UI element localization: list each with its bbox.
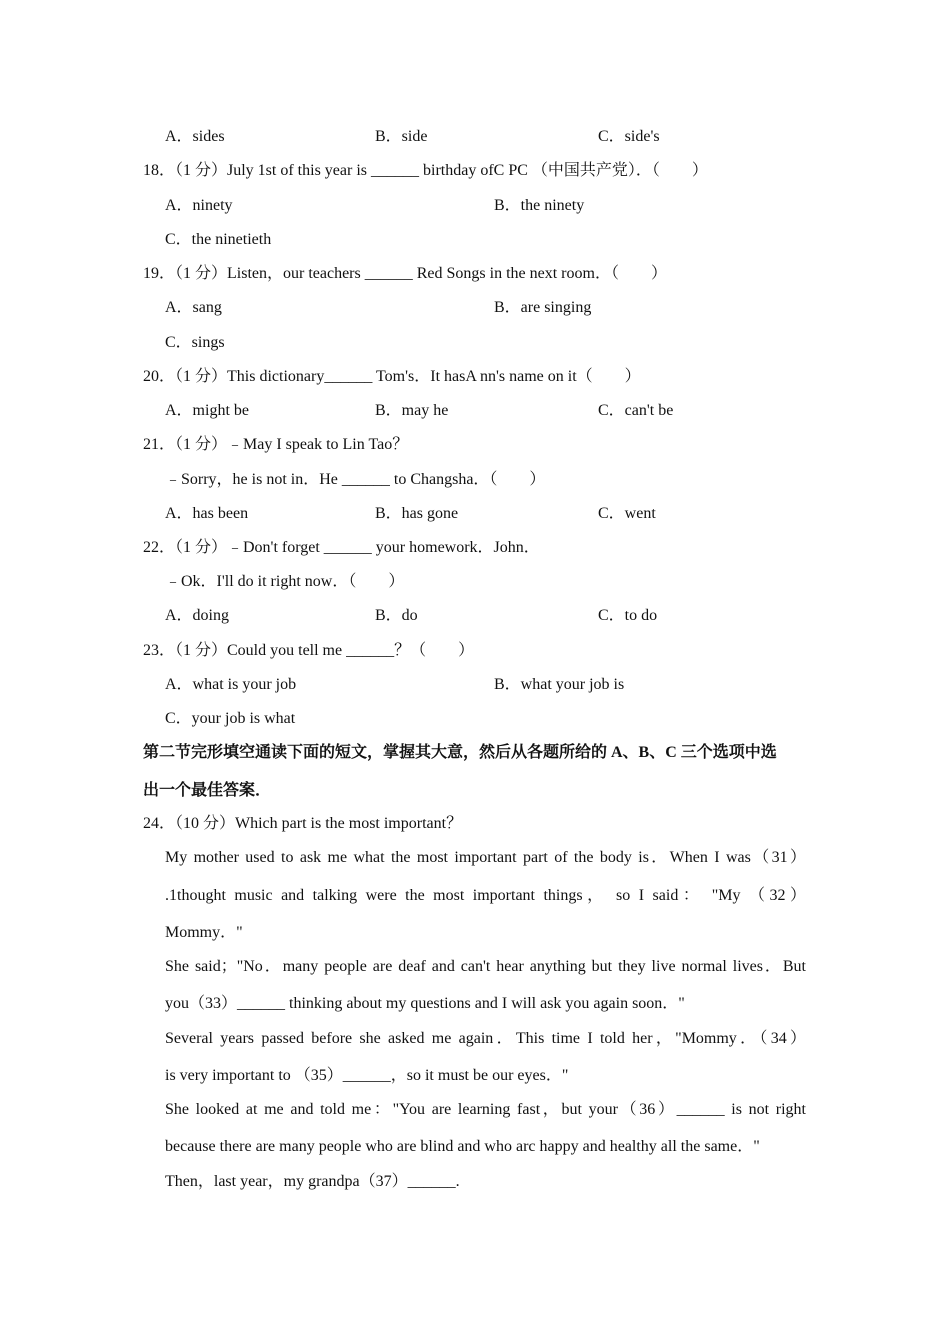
q19-option-c: C．sings	[165, 334, 225, 351]
passage-line: Mommy．"	[165, 924, 243, 941]
q20-stem: 20．（1 分）This dictionary______ Tom's．It hasA nn's name on it（ ）	[143, 368, 641, 385]
q18-option-b: B．the ninety	[494, 197, 585, 214]
passage-line: you（33）______ thinking about my questions and I will ask you again soon．"	[165, 995, 685, 1012]
section2-heading-line2: 出一个最佳答案．	[143, 782, 272, 799]
q19-option-b: B．are singing	[494, 299, 592, 316]
q21-option-c: C．went	[598, 505, 656, 522]
q24-stem: 24．（10 分）Which part is the most important？	[143, 815, 463, 832]
section2-heading-line1: 第二节完形填空通读下面的短文，掌握其大意，然后从各题所给的 A、B、C 三个选项中选	[143, 744, 777, 761]
q23-option-a: A．what is your job	[165, 676, 297, 693]
q21-option-b: B．has gone	[375, 505, 459, 522]
q22-option-b: B．do	[375, 607, 418, 624]
q18-option-c: C．the ninetieth	[165, 231, 272, 248]
q19-stem: 19．（1 分）Listen，our teachers ______ Red Songs in the next room．（ ）	[143, 265, 667, 282]
q18-option-a: A．ninety	[165, 197, 233, 214]
q17-option-c: C．side's	[598, 128, 660, 145]
q23-option-b: B．what your job is	[494, 676, 625, 693]
q18-stem: 18．（1 分）July 1st of this year is ______ birthday ofC PC （中国共产党）．（ ）	[143, 162, 708, 179]
q21-option-a: A．has been	[165, 505, 249, 522]
passage-line: .1thought music and talking were the most important things， so I said： "My （32）	[165, 887, 806, 904]
passage-line: because there are many people who are blind and who arc happy and healthy all the same．"	[165, 1138, 760, 1155]
q21-stem-reply: ﹣Sorry，he is not in．He ______ to Changsha．（ ）	[165, 471, 546, 488]
q23-stem: 23．（1 分）Could you tell me ______？（ ）	[143, 642, 475, 659]
q17-option-a: A．sides	[165, 128, 225, 145]
q20-option-b: B．may he	[375, 402, 449, 419]
passage-line: My mother used to ask me what the most important part of the body is．When I was（31）	[165, 849, 806, 866]
q19-option-a: A．sang	[165, 299, 222, 316]
q17-option-b: B．side	[375, 128, 428, 145]
q20-option-c: C．can't be	[598, 402, 674, 419]
q22-stem-reply: ﹣Ok．I'll do it right now．（ ）	[165, 573, 405, 590]
passage-line: She looked at me and told me："You are learning fast，but your（36）______ is not right	[165, 1101, 806, 1118]
q22-stem: 22．（1 分）﹣Don't forget ______ your homework．John．	[143, 539, 540, 556]
passage-line: She said；"No．many people are deaf and can't hear anything but they live normal lives．But	[165, 958, 806, 975]
passage-line: is very important to （35）______，so it must be our eyes．"	[165, 1067, 569, 1084]
q23-option-c: C．your job is what	[165, 710, 296, 727]
q20-option-a: A．might be	[165, 402, 249, 419]
passage-line: Several years passed before she asked me again．This time I told her，"Mommy．（34）	[165, 1030, 806, 1047]
passage-line: Then，last year，my grandpa（37）______.	[165, 1173, 460, 1190]
q21-stem: 21．（1 分）﹣May I speak to Lin Tao？	[143, 436, 409, 453]
q22-option-c: C．to do	[598, 607, 658, 624]
q22-option-a: A．doing	[165, 607, 230, 624]
